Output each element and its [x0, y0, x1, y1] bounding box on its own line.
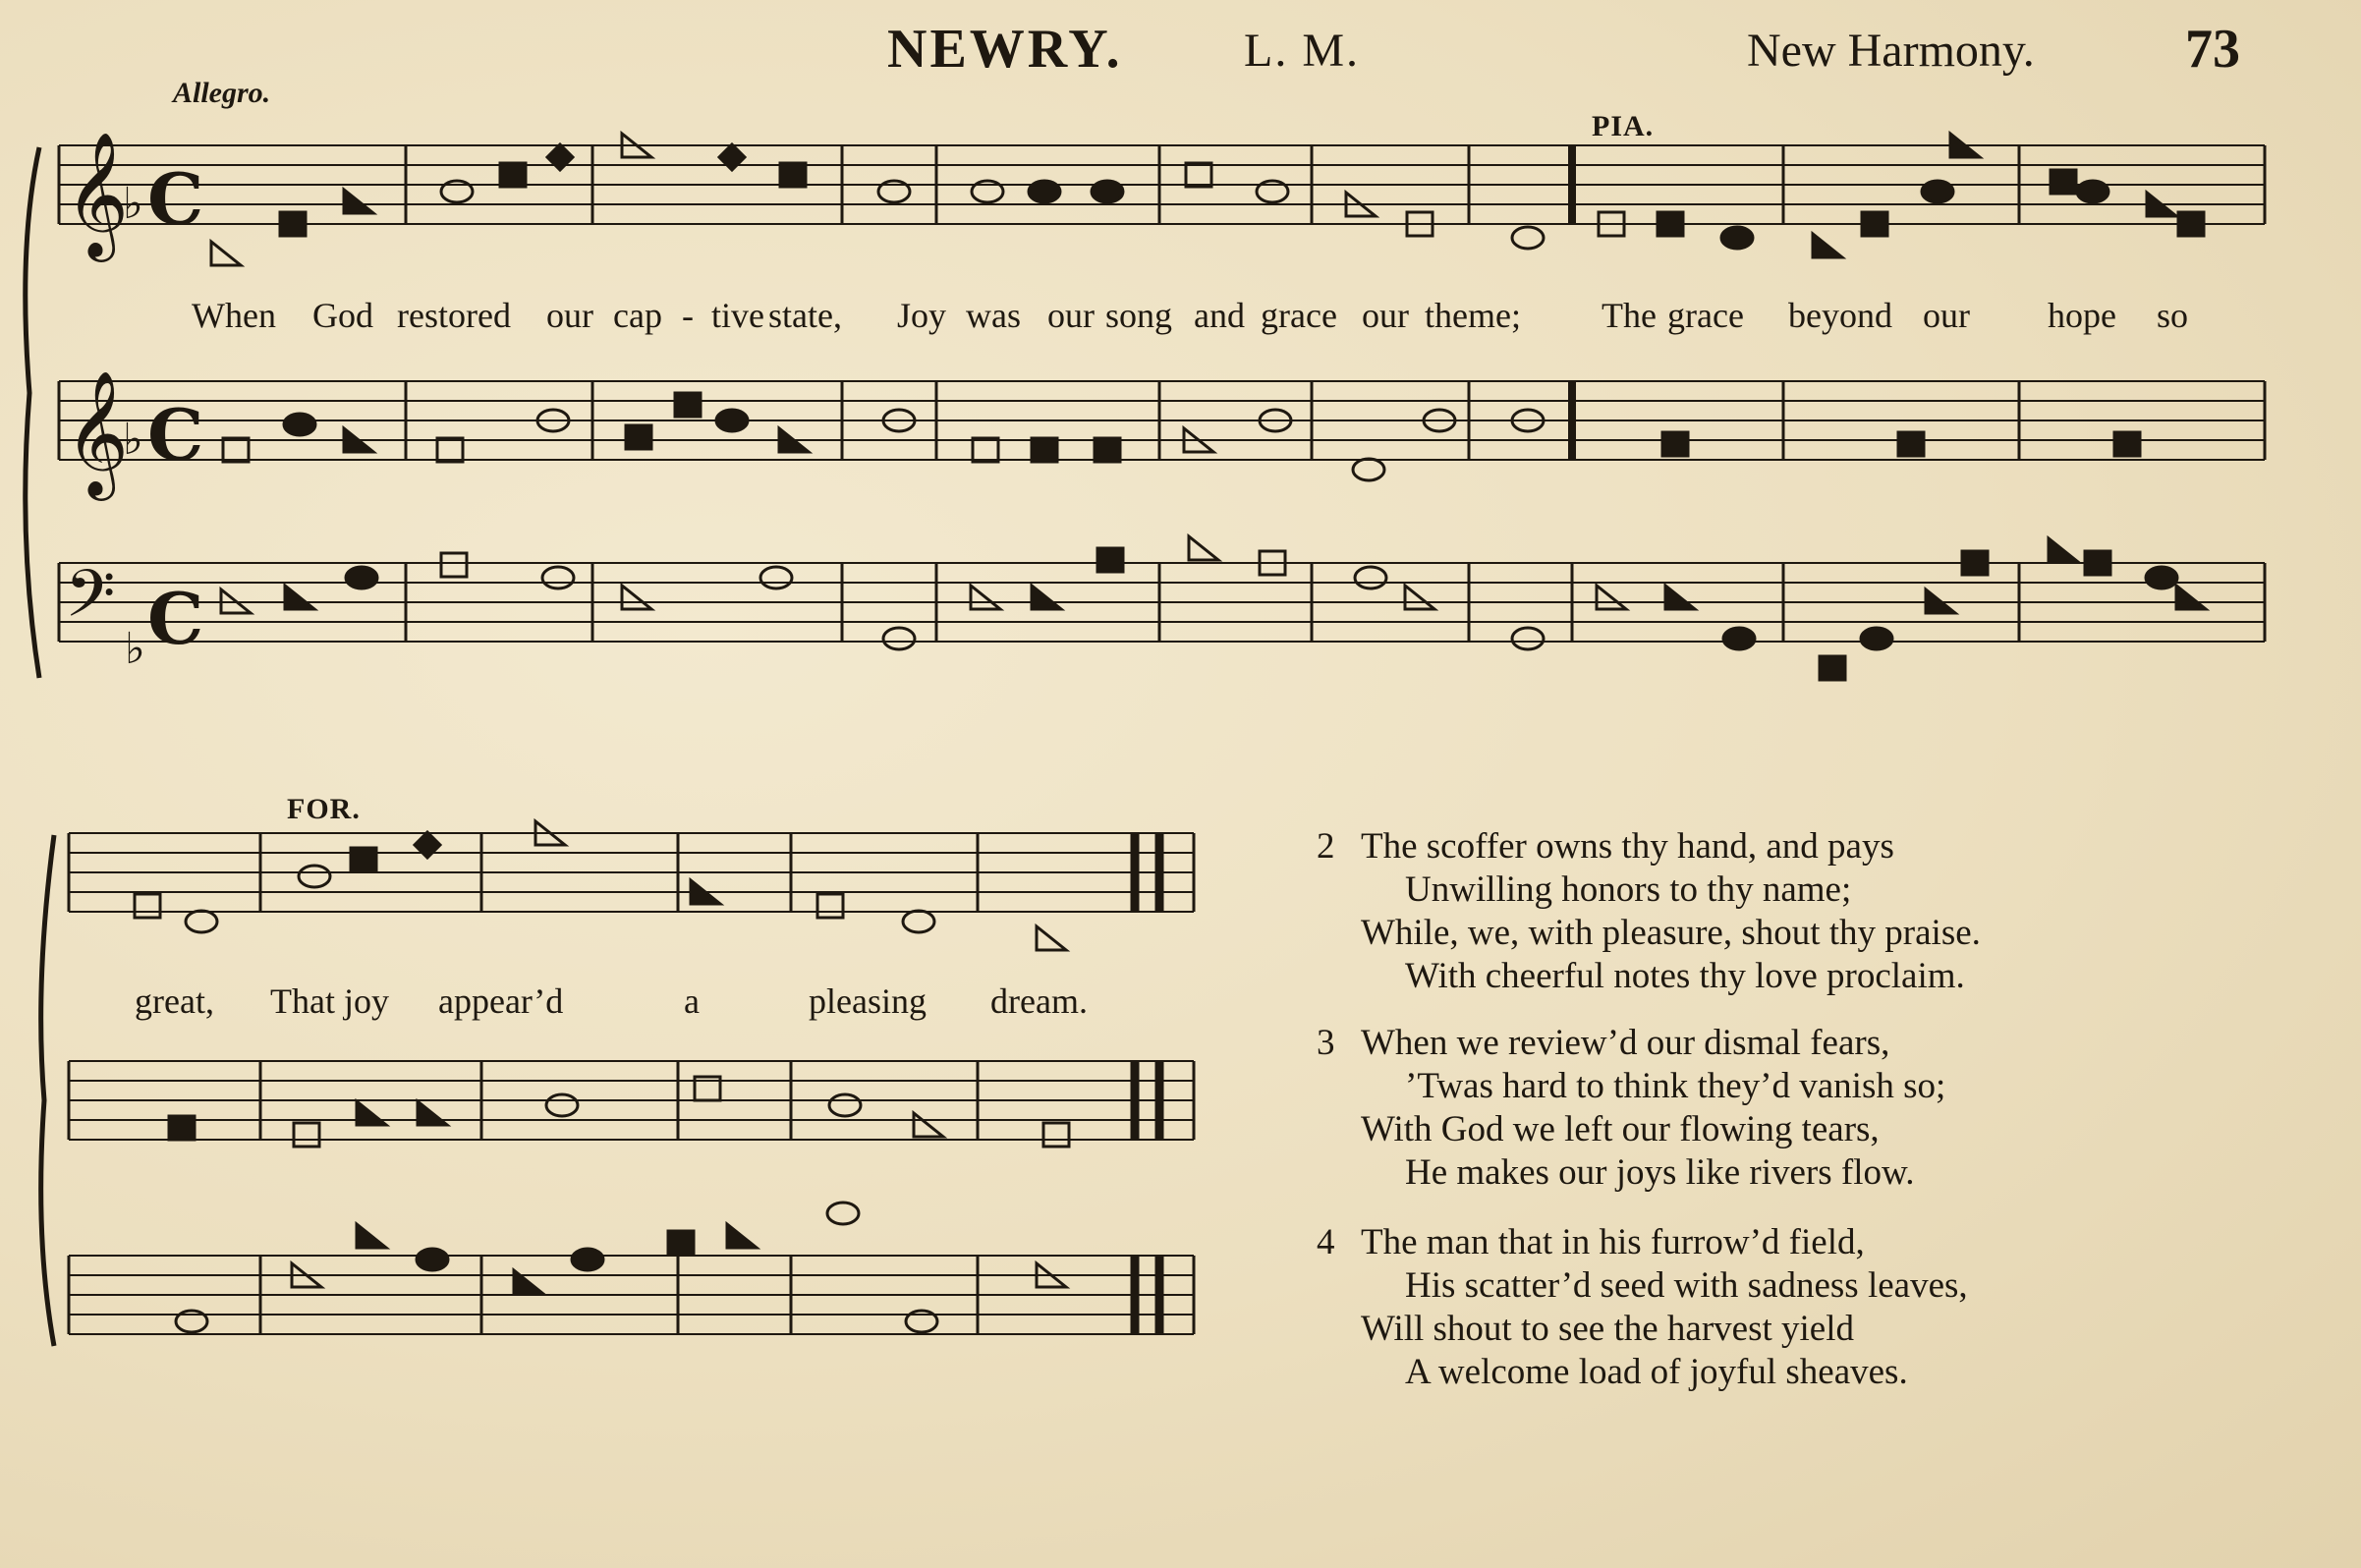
lyric-word: was — [966, 296, 1021, 335]
flat-key-icon: ♭ — [125, 624, 145, 674]
shape-note — [760, 567, 792, 588]
flat-key-icon: ♭ — [123, 179, 143, 229]
lyric-word: tive — [711, 296, 764, 335]
shape-note — [1043, 1123, 1069, 1147]
shape-note — [280, 212, 306, 236]
meter-label: L. M. — [1244, 25, 1360, 77]
verse-line: While, we, with pleasure, shout thy praise. — [1361, 913, 1981, 953]
shape-note — [1092, 181, 1123, 202]
lyric-word: our — [1923, 296, 1970, 335]
shape-note — [1813, 234, 1842, 257]
shape-note — [2051, 170, 2076, 194]
verse-line: He makes our joys like rivers flow. — [1405, 1152, 1915, 1193]
shape-note — [1512, 227, 1544, 249]
shape-note — [675, 393, 701, 417]
tune-title: NEWRY. — [887, 19, 1123, 80]
lyrics-line-1 — [0, 295, 2361, 338]
shape-note — [1353, 459, 1384, 480]
dynamic-piano: PIA. — [1592, 110, 1655, 142]
common-time-icon: C — [147, 157, 204, 241]
shape-note — [417, 1249, 448, 1270]
shape-note — [1665, 586, 1695, 609]
verse-number: 3 — [1317, 1023, 1335, 1063]
common-time-icon: C — [147, 577, 204, 660]
shape-note — [2077, 181, 2108, 202]
verse-3 — [1317, 1022, 2201, 1195]
lyric-word: hope — [2048, 296, 2116, 335]
treble-clef-icon: 𝄞 — [65, 131, 130, 256]
verse-line: With God we left our flowing tears, — [1361, 1109, 1880, 1149]
shape-note — [169, 1116, 195, 1140]
shape-note — [1189, 536, 1218, 560]
shape-note — [973, 438, 998, 462]
verse-line: The man that in his furrow’d field, — [1361, 1222, 1865, 1262]
shape-note — [514, 1270, 543, 1294]
lyric-word: so — [2157, 296, 2189, 335]
shape-note — [572, 1249, 603, 1270]
shape-note — [415, 832, 440, 858]
system-brace — [26, 147, 39, 678]
verse-number: 4 — [1317, 1222, 1335, 1262]
verse-line: Unwilling honors to thy name; — [1405, 869, 1852, 910]
shape-note — [1037, 926, 1066, 950]
shape-note — [914, 1113, 943, 1137]
shape-note — [1597, 586, 1626, 609]
verse-line: With cheerful notes thy love proclaim. — [1405, 956, 1965, 996]
lyric-word: Joy — [897, 296, 947, 335]
lyric-word: our — [1047, 296, 1095, 335]
lyric-word: That — [270, 981, 335, 1021]
lyric-word: The — [1602, 296, 1657, 335]
shape-note — [719, 144, 745, 170]
bass-clef-icon: 𝄢 — [65, 556, 116, 647]
lyric-word: cap — [613, 296, 662, 335]
shape-note — [1922, 181, 1953, 202]
lyric-word: joy — [344, 981, 390, 1021]
shape-note — [186, 911, 217, 932]
shape-note — [1032, 586, 1061, 609]
shape-note — [1861, 628, 1892, 649]
shape-note — [1405, 586, 1434, 609]
shape-note — [542, 567, 574, 588]
shape-note — [418, 1101, 447, 1125]
system-brace — [41, 835, 54, 1346]
shape-note — [223, 438, 249, 462]
shape-note — [1721, 227, 1753, 249]
verse-line: Will shout to see the harvest yield — [1361, 1309, 1855, 1349]
verse-line: The scoffer owns thy hand, and pays — [1361, 826, 1894, 867]
lyric-word: our — [1362, 296, 1409, 335]
lyric-word: theme; — [1425, 296, 1521, 335]
shape-note — [1095, 438, 1120, 462]
shape-note — [437, 438, 463, 462]
shape-note — [1662, 432, 1688, 456]
shape-note — [344, 190, 373, 213]
lyric-word: - — [682, 296, 694, 335]
shape-note — [441, 553, 467, 577]
lyric-word: our — [546, 296, 593, 335]
verse-line: A welcome load of joyful sheaves. — [1405, 1352, 1908, 1392]
lyric-word: grace — [1261, 296, 1337, 335]
shape-note — [817, 894, 843, 918]
lyric-word: a — [684, 981, 700, 1021]
shape-note — [1658, 212, 1683, 236]
source-label: New Harmony. — [1747, 25, 2035, 77]
shape-note — [1898, 432, 1924, 456]
verse-number: 2 — [1317, 826, 1335, 867]
shape-note — [1355, 567, 1386, 588]
lyric-word: grace — [1667, 296, 1744, 335]
lyric-word: When — [192, 296, 276, 335]
lyrics-line-2 — [0, 980, 1228, 1024]
shape-note — [903, 911, 934, 932]
shape-note — [829, 1094, 861, 1116]
shape-note — [546, 1094, 578, 1116]
verse-line: ’Twas hard to think they’d vanish so; — [1405, 1066, 1946, 1106]
shape-note — [299, 866, 330, 887]
shape-note — [2114, 432, 2140, 456]
shape-note — [357, 1224, 386, 1248]
shape-note — [2085, 551, 2110, 575]
shape-note — [294, 1123, 319, 1147]
lyric-word: pleasing — [809, 981, 927, 1021]
shape-note — [971, 586, 1000, 609]
shape-note — [500, 163, 526, 187]
lyric-word: state, — [768, 296, 842, 335]
shape-note — [285, 586, 314, 609]
flat-key-icon: ♭ — [123, 415, 143, 465]
shape-note — [883, 628, 915, 649]
lyric-word: dream. — [990, 981, 1088, 1021]
shape-note — [780, 163, 806, 187]
treble-clef-icon: 𝄞 — [65, 369, 130, 495]
dynamic-forte: FOR. — [287, 793, 361, 825]
lyric-word: God — [312, 296, 373, 335]
shape-note — [1032, 438, 1057, 462]
shape-note — [351, 848, 376, 871]
shape-note — [1186, 163, 1211, 187]
shape-note — [1862, 212, 1887, 236]
shape-note — [2176, 586, 2206, 609]
shape-note — [1820, 656, 1845, 680]
shape-note — [211, 242, 241, 265]
shape-note — [135, 894, 160, 918]
shape-note — [827, 1203, 859, 1224]
lyric-word: appear’d — [438, 981, 564, 1021]
shape-note — [1097, 548, 1123, 572]
lyric-word: great, — [135, 981, 214, 1021]
shape-note — [2146, 567, 2177, 588]
shape-note — [2049, 538, 2078, 562]
verse-2 — [1317, 825, 2201, 998]
lyric-word: beyond — [1788, 296, 1892, 335]
shape-note — [727, 1224, 757, 1248]
tempo-marking: Allegro. — [173, 77, 271, 109]
shape-note — [668, 1231, 694, 1255]
shape-note — [1512, 628, 1544, 649]
shape-note — [284, 414, 315, 435]
lyric-word: and — [1194, 296, 1245, 335]
shape-note — [1029, 181, 1060, 202]
shape-note — [716, 410, 748, 431]
shape-note — [346, 567, 377, 588]
verse-line: When we review’d our dismal fears, — [1361, 1023, 1890, 1063]
page-number: 73 — [2185, 19, 2240, 80]
shape-note — [622, 586, 651, 609]
shape-note — [1723, 628, 1755, 649]
lyric-word: restored — [397, 296, 511, 335]
shape-note — [626, 425, 651, 449]
verse-line: His scatter’d seed with sadness leaves, — [1405, 1265, 1968, 1306]
common-time-icon: C — [147, 393, 204, 476]
verse-4 — [1317, 1221, 2201, 1394]
lyric-word: song — [1105, 296, 1173, 335]
shape-note — [2178, 212, 2204, 236]
shape-note — [547, 144, 573, 170]
shape-note — [1962, 551, 1988, 575]
shape-note — [357, 1101, 386, 1125]
